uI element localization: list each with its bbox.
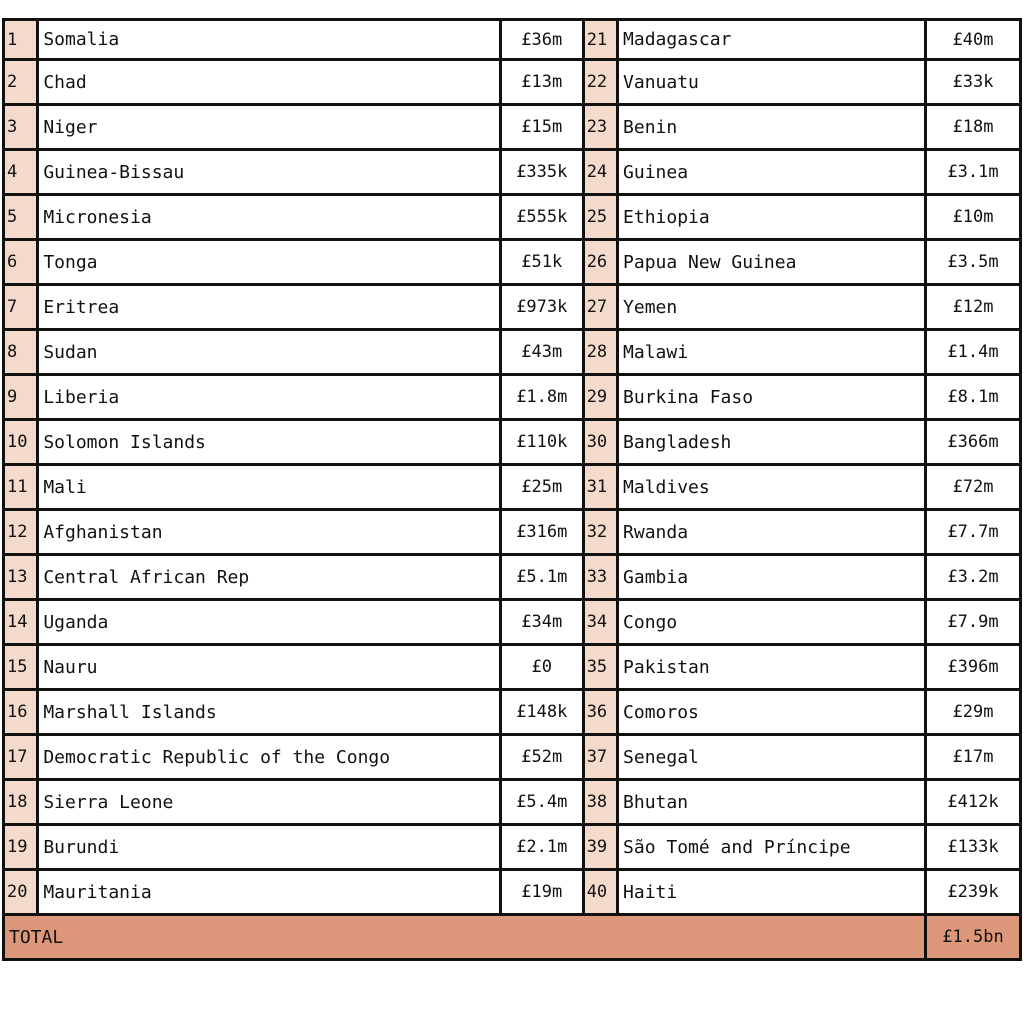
table-row: [4, 780, 1021, 825]
amount-cell: £3.1m: [926, 150, 1021, 195]
rank-cell: 9: [4, 375, 38, 420]
rank-cell: 31: [583, 465, 617, 510]
country-cell: São Tomé and Príncipe: [618, 825, 926, 870]
country-cell: Rwanda: [618, 510, 926, 555]
amount-cell: £1.4m: [926, 330, 1021, 375]
country-cell: Nauru: [38, 645, 501, 690]
country-cell: Maldives: [618, 465, 926, 510]
country-cell: Afghanistan: [38, 510, 501, 555]
amount-cell: £72m: [926, 465, 1021, 510]
rank-cell: 26: [583, 240, 617, 285]
rank-cell: 12: [4, 510, 38, 555]
rank-cell: 30: [583, 420, 617, 465]
table-row: [4, 600, 1021, 645]
rank-cell: 39: [583, 825, 617, 870]
country-cell: Senegal: [618, 735, 926, 780]
aid-table-body: [4, 20, 1021, 915]
rank-cell: 34: [583, 600, 617, 645]
rank-cell: 18: [4, 780, 38, 825]
rank-cell: 13: [4, 555, 38, 600]
table-row: [4, 870, 1021, 915]
table-row: [4, 690, 1021, 735]
table-row: [4, 375, 1021, 420]
amount-cell: £973k: [500, 285, 583, 330]
amount-cell: £15m: [500, 105, 583, 150]
total-label: TOTAL: [4, 915, 926, 960]
country-cell: Guinea-Bissau: [38, 150, 501, 195]
table-row: [4, 465, 1021, 510]
country-cell: Central African Rep: [38, 555, 501, 600]
rank-cell: 22: [583, 60, 617, 105]
amount-cell: £7.7m: [926, 510, 1021, 555]
country-cell: Sierra Leone: [38, 780, 501, 825]
rank-cell: 20: [4, 870, 38, 915]
amount-cell: £1.8m: [500, 375, 583, 420]
amount-cell: £7.9m: [926, 600, 1021, 645]
country-cell: Yemen: [618, 285, 926, 330]
country-cell: Bangladesh: [618, 420, 926, 465]
amount-cell: £335k: [500, 150, 583, 195]
rank-cell: 37: [583, 735, 617, 780]
country-cell: Chad: [38, 60, 501, 105]
country-cell: Gambia: [618, 555, 926, 600]
rank-cell: 14: [4, 600, 38, 645]
country-cell: Madagascar: [618, 20, 926, 60]
country-cell: Eritrea: [38, 285, 501, 330]
country-cell: Burkina Faso: [618, 375, 926, 420]
amount-cell: £33k: [926, 60, 1021, 105]
country-cell: Vanuatu: [618, 60, 926, 105]
aid-table: [2, 18, 1022, 961]
rank-cell: 24: [583, 150, 617, 195]
rank-cell: 17: [4, 735, 38, 780]
amount-cell: £43m: [500, 330, 583, 375]
country-cell: Sudan: [38, 330, 501, 375]
rank-cell: 2: [4, 60, 38, 105]
table-row: [4, 825, 1021, 870]
amount-cell: £51k: [500, 240, 583, 285]
country-cell: Solomon Islands: [38, 420, 501, 465]
amount-cell: £40m: [926, 20, 1021, 60]
amount-cell: £34m: [500, 600, 583, 645]
amount-cell: £13m: [500, 60, 583, 105]
amount-cell: £36m: [500, 20, 583, 60]
table-row: [4, 60, 1021, 105]
country-cell: Papua New Guinea: [618, 240, 926, 285]
country-cell: Malawi: [618, 330, 926, 375]
country-cell: Pakistan: [618, 645, 926, 690]
rank-cell: 10: [4, 420, 38, 465]
amount-cell: £133k: [926, 825, 1021, 870]
country-cell: Bhutan: [618, 780, 926, 825]
rank-cell: 6: [4, 240, 38, 285]
rank-cell: 40: [583, 870, 617, 915]
rank-cell: 1: [4, 20, 38, 60]
amount-cell: £316m: [500, 510, 583, 555]
rank-cell: 36: [583, 690, 617, 735]
amount-cell: £555k: [500, 195, 583, 240]
amount-cell: £110k: [500, 420, 583, 465]
table-row: [4, 150, 1021, 195]
table-row: [4, 240, 1021, 285]
rank-cell: 29: [583, 375, 617, 420]
amount-cell: £19m: [500, 870, 583, 915]
rank-cell: 33: [583, 555, 617, 600]
rank-cell: 3: [4, 105, 38, 150]
country-cell: Benin: [618, 105, 926, 150]
rank-cell: 23: [583, 105, 617, 150]
country-cell: Marshall Islands: [38, 690, 501, 735]
total-amount: £1.5bn: [926, 915, 1021, 960]
rank-cell: 27: [583, 285, 617, 330]
country-cell: Somalia: [38, 20, 501, 60]
amount-cell: £17m: [926, 735, 1021, 780]
country-cell: Haiti: [618, 870, 926, 915]
country-cell: Burundi: [38, 825, 501, 870]
amount-cell: £5.4m: [500, 780, 583, 825]
rank-cell: 35: [583, 645, 617, 690]
rank-cell: 7: [4, 285, 38, 330]
table-row: [4, 555, 1021, 600]
amount-cell: £29m: [926, 690, 1021, 735]
country-cell: Mali: [38, 465, 501, 510]
amount-cell: £12m: [926, 285, 1021, 330]
table-row: [4, 735, 1021, 780]
country-cell: Congo: [618, 600, 926, 645]
amount-cell: £5.1m: [500, 555, 583, 600]
country-cell: Mauritania: [38, 870, 501, 915]
amount-cell: £239k: [926, 870, 1021, 915]
country-cell: Niger: [38, 105, 501, 150]
country-cell: Democratic Republic of the Congo: [38, 735, 501, 780]
table-row: [4, 420, 1021, 465]
country-cell: Uganda: [38, 600, 501, 645]
rank-cell: 28: [583, 330, 617, 375]
country-cell: Guinea: [618, 150, 926, 195]
amount-cell: £396m: [926, 645, 1021, 690]
rank-cell: 8: [4, 330, 38, 375]
amount-cell: £2.1m: [500, 825, 583, 870]
country-cell: Tonga: [38, 240, 501, 285]
amount-cell: £52m: [500, 735, 583, 780]
rank-cell: 21: [583, 20, 617, 60]
country-cell: Comoros: [618, 690, 926, 735]
table-row: [4, 645, 1021, 690]
rank-cell: 4: [4, 150, 38, 195]
table-row: [4, 20, 1021, 60]
amount-cell: £10m: [926, 195, 1021, 240]
amount-cell: £25m: [500, 465, 583, 510]
rank-cell: 19: [4, 825, 38, 870]
rank-cell: 11: [4, 465, 38, 510]
rank-cell: 38: [583, 780, 617, 825]
country-cell: Ethiopia: [618, 195, 926, 240]
table-row: [4, 285, 1021, 330]
amount-cell: £412k: [926, 780, 1021, 825]
amount-cell: £148k: [500, 690, 583, 735]
rank-cell: 16: [4, 690, 38, 735]
amount-cell: £3.2m: [926, 555, 1021, 600]
table-row: [4, 105, 1021, 150]
table-row: [4, 330, 1021, 375]
amount-cell: £3.5m: [926, 240, 1021, 285]
amount-cell: £0: [500, 645, 583, 690]
amount-cell: £8.1m: [926, 375, 1021, 420]
total-row: [4, 915, 1021, 960]
country-cell: Micronesia: [38, 195, 501, 240]
amount-cell: £366m: [926, 420, 1021, 465]
rank-cell: 15: [4, 645, 38, 690]
rank-cell: 32: [583, 510, 617, 555]
table-row: [4, 195, 1021, 240]
rank-cell: 25: [583, 195, 617, 240]
amount-cell: £18m: [926, 105, 1021, 150]
rank-cell: 5: [4, 195, 38, 240]
table-row: [4, 510, 1021, 555]
country-cell: Liberia: [38, 375, 501, 420]
